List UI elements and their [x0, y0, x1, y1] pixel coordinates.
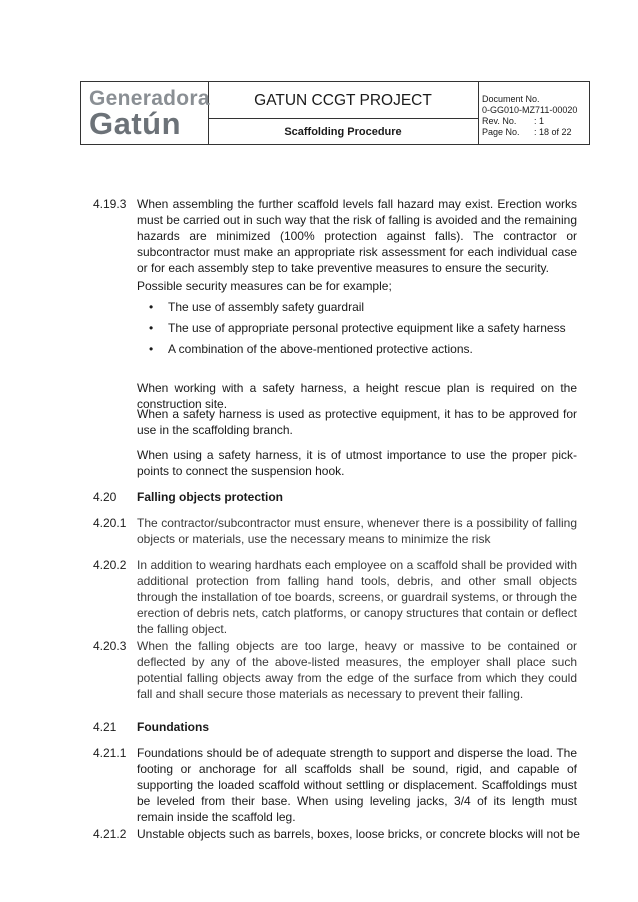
possible-measures-text: Possible security measures can be for example;: [137, 279, 392, 293]
doc-number: 0-GG010-MZ711-00020: [482, 105, 578, 115]
section-text: When assembling the further scaffold levels fall hazard may exist. Erection works must be carried out in such way that the risk of falling is avoided and the remaining hazards are minimized (100% protection against falls). The contractor or subcontractor must make an appropriate risk assessment for each individual case or for each assembly step to take preventive measures to ensure the security.: [137, 197, 577, 275]
page-row: [482, 127, 588, 138]
company-logo: [81, 82, 209, 144]
section-number: 4.20: [93, 490, 117, 504]
section-text: In addition to wearing hardhats each employee on a scaffold shall be provided with additional protection from falling hand tools, debris, and other small objects through the installation of toe boards, screens, or guardrail systems, or through the erection of debris nets, catch platforms, or canopy structures that contain or deflect the falling object.: [137, 558, 577, 636]
doc-label: Document No.: [482, 94, 540, 104]
section-text: When the falling objects are too large, heavy or massive to be contained or deflected by any of the above-listed measures, the employer shall place such potential falling objects away from the edge of the surface from which they could fall and shall secure those materials as necessary to prevent their falling.: [137, 639, 577, 701]
bullet-item: The use of appropriate personal protective equipment like a safety harness: [168, 321, 566, 335]
rev-label: Rev. No.: [482, 116, 517, 126]
project-title: GATUN CCGT PROJECT: [208, 82, 478, 119]
section-number: 4.20.2: [93, 558, 127, 572]
section-heading: Falling objects protection: [137, 490, 284, 504]
title-cell: [208, 82, 479, 144]
section-text: Foundations should be of adequate strength to support and disperse the load. The footing or anchorage for all scaffolds shall be sound, rigid, and capable of supporting the loaded scaffold without settling or displacement. Scaffoldings must be leveled from their base. When using leveling jacks, 3/4 of its length must remain inside the scaffold leg.: [137, 746, 577, 824]
bullet-item: A combination of the above-mentioned protective actions.: [168, 342, 473, 356]
section-number: 4.20.1: [93, 516, 127, 530]
document-info: [482, 82, 588, 144]
section-number: 4.21: [93, 720, 117, 734]
page-label: Page No.: [482, 127, 520, 137]
section-number: 4.21.2: [93, 827, 127, 841]
logo-line1: Generadora: [89, 87, 210, 110]
logo-line2: Gatún: [89, 106, 182, 141]
harness-paragraph: When using a safety harness, it is of utmost importance to use the proper pick-points to connect the suspension hook.: [137, 448, 577, 478]
harness-paragraph: When working with a safety harness, a height rescue plan is required on the construction site.: [137, 381, 577, 411]
section-number: 4.19.3: [93, 197, 127, 211]
bullet-icon: •: [149, 321, 154, 335]
rev-value: : 1: [534, 116, 545, 126]
rev-row: [482, 116, 588, 127]
bullet-icon: •: [149, 300, 154, 314]
section-heading: Foundations: [137, 720, 209, 734]
section-number: 4.21.1: [93, 746, 127, 760]
harness-paragraph: When a safety harness is used as protective equipment, it has to be approved for use in the scaffolding branch.: [137, 407, 577, 437]
bullet-icon: •: [149, 342, 154, 356]
bullet-item: The use of assembly safety guardrail: [168, 300, 365, 314]
procedure-title: Scaffolding Procedure: [284, 126, 402, 138]
document-header: [80, 81, 590, 145]
section-text: Unstable objects such as barrels, boxes, loose bricks, or concrete blocks will not be: [137, 827, 580, 841]
section-text: The contractor/subcontractor must ensure, whenever there is a possibility of falling objects or materials, use the necessary means to minimize the risk: [137, 516, 577, 546]
section-number: 4.20.3: [93, 639, 127, 653]
page-value: : 18 of 22: [534, 127, 572, 137]
